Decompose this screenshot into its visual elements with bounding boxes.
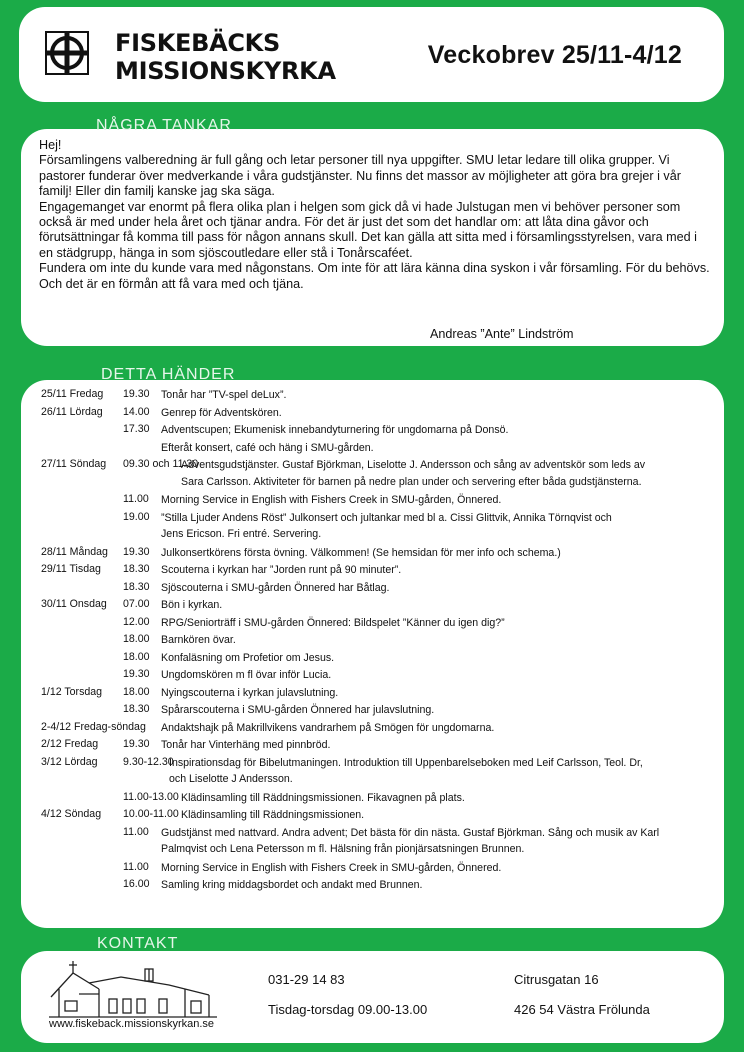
event-date: 3/12 Lördag (41, 755, 98, 768)
event-time: 07.00 (123, 598, 150, 610)
event-row (41, 824, 721, 859)
event-date: 1/12 Torsdag (41, 685, 103, 698)
event-date: 28/11 Måndag (41, 545, 108, 558)
event-row (41, 754, 721, 789)
event-time: 12.00 (123, 615, 150, 628)
website-link[interactable]: www.fiskeback.missionskyrkan.se (49, 1018, 215, 1030)
event-time: 10.00-11.00 (123, 808, 179, 820)
event-time: 19.30 (123, 388, 150, 400)
event-row (41, 789, 721, 807)
event-row (41, 736, 721, 754)
event-date: 26/11 Lördag (41, 405, 103, 418)
event-text: Barnkören övar. (161, 634, 236, 646)
event-text: Klädinsamling till Räddningsmissionen. (181, 809, 365, 821)
event-text: Morning Service in English with Fishers Creek in SMU-gården, Önnered. (161, 494, 502, 506)
event-text: Samling kring middagsbordet och andakt med Brunnen. (161, 879, 423, 891)
event-row (41, 684, 721, 702)
thoughts-paragraph: Engagemanget var enormt på flera olika plan i helgen som gick då vi hade Julstugan men vi behöver personer som också är med under hela året och tjänar andra. För det är just det som det handlar om: att låta dina gåvor och förutsättningar få komma till pass för någon annans skull. Det kan gälla att sitta med i församlingsstyrelsen, vara med i en städgrupp, hänga in som sjöscoutledare eller stå i Tonårscaféet. (39, 199, 697, 260)
event-text: Spårarscouterna i SMU-gården Önnered har julavslutning. (161, 704, 435, 716)
event-text: Konfaläsning om Profetior om Jesus. (161, 651, 335, 664)
event-row (41, 561, 721, 579)
event-text: Ungdomskören m fl övar inför Lucia. (161, 669, 332, 681)
event-text: Inspirationsdag för Bibelutmaningen. Introduktion till Uppenbarelseboken med Leif Carlsson, Teol. Dr, och Liselotte J Andersson. (169, 756, 643, 785)
thoughts-paragraph: Hej! (39, 138, 62, 152)
event-text: Andaktshajk på Makrillvikens vandrarhem på Smögen för ungdomarna. (161, 721, 495, 734)
event-time: 18.30 (123, 580, 150, 593)
church-name-line2: MISSIONSKYRKA (115, 57, 336, 85)
event-time: 19.00 (123, 510, 150, 523)
events-box (21, 380, 724, 928)
event-row (41, 719, 721, 737)
event-text: Klädinsamling till Räddningsmissionen. Fikavagnen på plats. (181, 791, 465, 804)
event-row (41, 596, 721, 614)
event-row (41, 509, 721, 544)
event-text: Gudstjänst med nattvard. Andra advent; Det bästa för din nästa. Gustaf Björkman. Sång och musik av Karl Palmqvist och Lena Petersson m fl. Hälsning från pionjärsatsningen Brunnen. (161, 826, 660, 855)
event-time: 11.00 (123, 860, 149, 873)
event-row (41, 386, 721, 404)
header-box (19, 7, 724, 102)
event-row (41, 876, 721, 894)
event-time: 09.30 och 11.30 (123, 458, 199, 470)
event-time: 14.00 (123, 405, 150, 418)
section-title-thoughts: NÅGRA TANKAR (96, 117, 232, 134)
event-row (41, 701, 721, 719)
event-row (41, 631, 721, 649)
event-time: 19.30 (123, 545, 150, 558)
event-time: 18.30 (123, 563, 150, 575)
event-text: Adventscupen; Ekumenisk innebandyturnering för ungdomarna på Donsö. (161, 424, 509, 436)
event-row (41, 404, 721, 422)
signature: Andreas ”Ante” Lindström (430, 327, 574, 341)
thoughts-box (21, 129, 724, 346)
church-name (115, 29, 336, 85)
event-time: 9.30-12.30 (123, 755, 174, 768)
event-text: Adventsgudstjänster. Gustaf Björkman, Liselotte J. Andersson och sång av adventskör som leds av Sara Carlsson. Aktiviteter för barnen på nedre plan under och servering efter båda gudstjänsterna. (181, 459, 646, 488)
event-text: Nyingscouterna i kyrkan julavslutning. (161, 686, 339, 699)
thoughts-paragraph: Fundera om inte du kunde vara med någonstans. Om inte för att lära känna dina syskon i vår församling. För du behövs. (39, 261, 710, 276)
event-row (41, 806, 721, 824)
event-date: 2/12 Fredag (41, 738, 99, 750)
event-text: RPG/Seniorträff i SMU-gården Önnered: Bildspelet ”Känner du igen dig?” (161, 616, 505, 629)
event-time: 17.30 (123, 423, 150, 435)
event-text: Morning Service in English with Fishers Creek in SMU-gården, Önnered. (161, 861, 502, 874)
event-text: Bön i kyrkan. (161, 599, 223, 611)
event-time: 11.00 (123, 493, 149, 505)
event-time: 18.00 (123, 650, 150, 663)
event-row (41, 579, 721, 597)
event-row (41, 614, 721, 632)
newsletter-title: Veckobrev 25/11-4/12 (427, 41, 682, 69)
event-row (41, 421, 721, 439)
event-text: Julkonsertkörens första övning. Välkommen! (Se hemsidan för mer info och schema.) (161, 546, 561, 559)
contact-phone: 031-29 14 83 (268, 972, 345, 987)
cross-in-circle-icon (45, 31, 89, 75)
event-time: 18.00 (123, 633, 150, 645)
event-row (41, 859, 721, 877)
event-row (41, 666, 721, 684)
event-text: Sjöscouterna i SMU-gården Önnered har Båtlag. (161, 581, 390, 594)
event-date: 27/11 Söndag (41, 458, 107, 470)
event-text: Tonår har ”TV-spel deLux”. (161, 389, 287, 401)
event-time: 19.30 (123, 668, 150, 680)
church-name-line1: FISKEBÄCKS (115, 29, 280, 57)
event-date: 4/12 Söndag (41, 808, 102, 820)
contact-street: Citrusgatan 16 (514, 972, 599, 987)
event-date: 25/11 Fredag (41, 388, 104, 400)
event-text: Genrep för Adventskören. (161, 406, 282, 419)
event-date: 29/11 Tisdag (41, 563, 101, 575)
thoughts-paragraph: Församlingens valberedning är full gång och letar personer till nya uppgifter. SMU letar ledare till olika grupper. Vi pastorer funderar över medverkande i våra gudstjänster. Nu finns det massor av möjligheter att göra bra grejer i vår familj! Eller din familj kanske jag ska säga. (39, 153, 681, 199)
event-time: 19.30 (123, 738, 150, 750)
church-building-icon (49, 959, 219, 1021)
event-text: Scouterna i kyrkan har ”Jorden runt på 90 minuter”. (161, 564, 402, 576)
event-time: 11.00 (123, 825, 149, 838)
event-text: Tonår har Vinterhäng med pinnbröd. (161, 739, 331, 751)
section-title-contact: KONTAKT (97, 935, 179, 952)
event-row (41, 439, 721, 457)
event-row (41, 649, 721, 667)
event-date: 2-4/12 Fredag-söndag (41, 720, 146, 733)
event-time: 18.30 (123, 703, 150, 715)
event-text: ”Stilla Ljuder Andens Röst” Julkonsert och jultankar med bl a. Cissi Glittvik, Annika Törnqvist och Jens Ericson. Fri entré. Servering. (161, 511, 612, 540)
event-text: Efteråt konsert, café och häng i SMU-gården. (161, 441, 374, 454)
section-title-events: DETTA HÄNDER (101, 366, 236, 383)
contact-city: 426 54 Västra Frölunda (514, 1002, 650, 1017)
thoughts-paragraph: Och det är en förmån att få vara med och tjäna. (39, 276, 304, 291)
event-row (41, 544, 721, 562)
contact-box (21, 951, 724, 1043)
event-time: 16.00 (123, 878, 150, 890)
thoughts-text (39, 138, 713, 292)
event-row (41, 491, 721, 509)
event-time: 18.00 (123, 685, 150, 698)
events-list (41, 386, 721, 894)
event-date: 30/11 Onsdag (41, 598, 107, 610)
event-row (41, 456, 721, 491)
event-time: 11.00-13.00 (123, 790, 179, 803)
contact-hours: Tisdag-torsdag 09.00-13.00 (268, 1002, 428, 1017)
